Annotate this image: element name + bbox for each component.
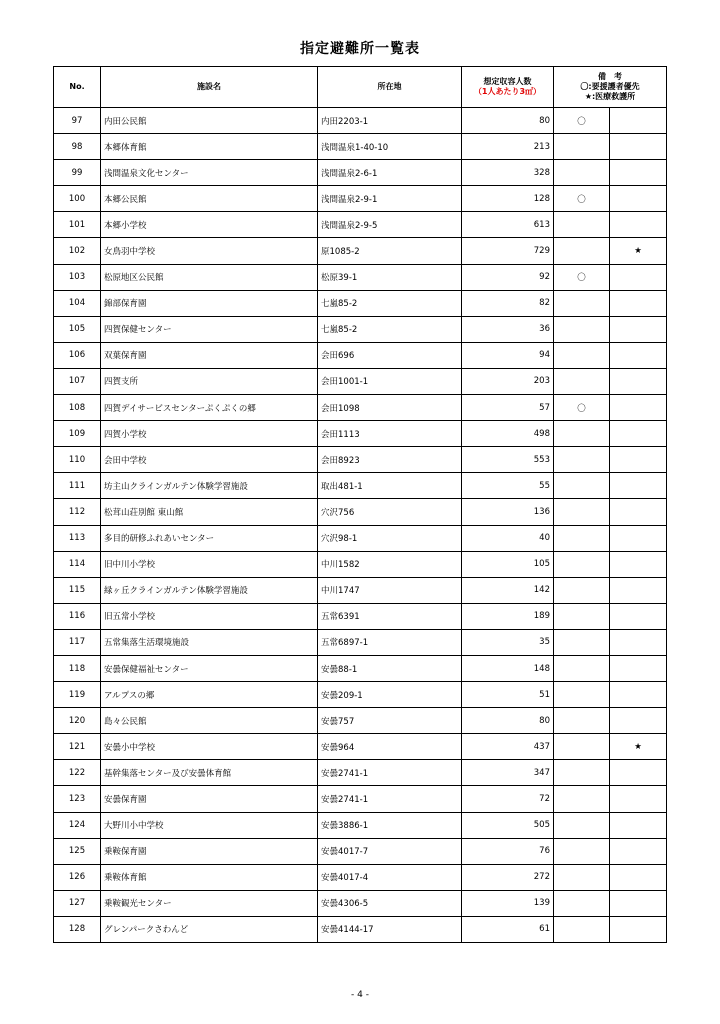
row-location: 松原39-1 <box>318 264 462 290</box>
header-remarks <box>554 67 667 108</box>
row-facility-name: グレンパークさわんど <box>101 916 318 942</box>
row-capacity: 498 <box>462 421 554 447</box>
table-row <box>54 786 667 812</box>
row-priority-mark <box>554 890 610 916</box>
row-facility-name: 安曇保健福祉センター <box>101 655 318 681</box>
row-capacity: 94 <box>462 342 554 368</box>
row-location: 安曇4017-7 <box>318 838 462 864</box>
row-facility-name: 内田公民館 <box>101 108 318 134</box>
row-medical-mark <box>610 786 667 812</box>
row-capacity: 35 <box>462 629 554 655</box>
row-location: 原1085-2 <box>318 238 462 264</box>
row-priority-mark: 〇 <box>554 395 610 421</box>
table-row <box>54 264 667 290</box>
row-capacity: 55 <box>462 473 554 499</box>
row-facility-name: 錦部保育園 <box>101 290 318 316</box>
row-facility-name: 安曇小中学校 <box>101 734 318 760</box>
row-no: 116 <box>54 603 101 629</box>
row-location: 浅間温泉2-6-1 <box>318 160 462 186</box>
row-priority-mark <box>554 212 610 238</box>
row-medical-mark <box>610 551 667 577</box>
table-row <box>54 864 667 890</box>
row-location: 会田8923 <box>318 447 462 473</box>
table-row <box>54 577 667 603</box>
row-capacity: 139 <box>462 890 554 916</box>
table-row <box>54 682 667 708</box>
row-facility-name: 島々公民館 <box>101 708 318 734</box>
row-no: 97 <box>54 108 101 134</box>
row-capacity: 51 <box>462 682 554 708</box>
row-priority-mark <box>554 760 610 786</box>
row-location: 会田696 <box>318 342 462 368</box>
row-no: 103 <box>54 264 101 290</box>
row-priority-mark <box>554 447 610 473</box>
row-capacity: 76 <box>462 838 554 864</box>
row-no: 99 <box>54 160 101 186</box>
row-no: 119 <box>54 682 101 708</box>
row-facility-name: 大野川小中学校 <box>101 812 318 838</box>
row-medical-mark <box>610 655 667 681</box>
row-location: 会田1113 <box>318 421 462 447</box>
table-row <box>54 708 667 734</box>
row-medical-mark <box>610 212 667 238</box>
row-capacity: 80 <box>462 108 554 134</box>
row-no: 115 <box>54 577 101 603</box>
row-capacity: 272 <box>462 864 554 890</box>
row-capacity: 505 <box>462 812 554 838</box>
row-capacity: 347 <box>462 760 554 786</box>
row-capacity: 203 <box>462 368 554 394</box>
table-row <box>54 499 667 525</box>
header-capacity-note: （1人あたり3㎡） <box>473 87 542 96</box>
row-location: 安曇964 <box>318 734 462 760</box>
row-medical-mark <box>610 473 667 499</box>
header-no: No. <box>54 67 101 108</box>
row-medical-mark <box>610 864 667 890</box>
table-row <box>54 368 667 394</box>
row-location: 浅間温泉1-40-10 <box>318 134 462 160</box>
row-medical-mark <box>610 916 667 942</box>
row-medical-mark <box>610 316 667 342</box>
row-location: 七嵐85-2 <box>318 316 462 342</box>
row-no: 112 <box>54 499 101 525</box>
table-row <box>54 890 667 916</box>
table-row <box>54 186 667 212</box>
row-facility-name: 緑ヶ丘クラインガルテン体験学習施設 <box>101 577 318 603</box>
page-number: - 4 - <box>351 990 369 1000</box>
row-priority-mark <box>554 734 610 760</box>
row-medical-mark: ★ <box>610 734 667 760</box>
row-medical-mark <box>610 368 667 394</box>
row-facility-name: 本郷体育館 <box>101 134 318 160</box>
row-location: 浅間温泉2-9-5 <box>318 212 462 238</box>
row-priority-mark <box>554 160 610 186</box>
table-row <box>54 160 667 186</box>
row-capacity: 105 <box>462 551 554 577</box>
row-facility-name: 坊主山クラインガルテン体験学習施設 <box>101 473 318 499</box>
row-priority-mark <box>554 342 610 368</box>
row-facility-name: 四賀デイサービスセンターぷくぷくの郷 <box>101 395 318 421</box>
row-no: 98 <box>54 134 101 160</box>
row-medical-mark <box>610 760 667 786</box>
row-no: 102 <box>54 238 101 264</box>
row-priority-mark <box>554 629 610 655</box>
header-name: 施設名 <box>101 67 318 108</box>
row-location: 安曇4017-4 <box>318 864 462 890</box>
row-no: 101 <box>54 212 101 238</box>
row-no: 110 <box>54 447 101 473</box>
table-row <box>54 395 667 421</box>
row-location: 安曇209-1 <box>318 682 462 708</box>
row-priority-mark: 〇 <box>554 186 610 212</box>
row-medical-mark <box>610 525 667 551</box>
row-no: 114 <box>54 551 101 577</box>
row-location: 会田1098 <box>318 395 462 421</box>
table-row <box>54 316 667 342</box>
table-body <box>54 108 667 943</box>
table-row <box>54 525 667 551</box>
row-no: 126 <box>54 864 101 890</box>
header-capacity <box>462 67 554 108</box>
row-priority-mark <box>554 812 610 838</box>
row-facility-name: 乗鞍保育園 <box>101 838 318 864</box>
row-no: 122 <box>54 760 101 786</box>
row-medical-mark <box>610 708 667 734</box>
row-priority-mark <box>554 708 610 734</box>
row-location: 浅間温泉2-9-1 <box>318 186 462 212</box>
row-capacity: 57 <box>462 395 554 421</box>
row-medical-mark <box>610 890 667 916</box>
row-priority-mark <box>554 421 610 447</box>
row-no: 118 <box>54 655 101 681</box>
table-row <box>54 290 667 316</box>
row-location: 取出481-1 <box>318 473 462 499</box>
row-facility-name: 本郷公民館 <box>101 186 318 212</box>
row-medical-mark <box>610 290 667 316</box>
shelter-table <box>53 66 667 943</box>
row-capacity: 729 <box>462 238 554 264</box>
table-row <box>54 734 667 760</box>
row-location: 穴沢98-1 <box>318 525 462 551</box>
row-capacity: 142 <box>462 577 554 603</box>
row-location: 安曇4144-17 <box>318 916 462 942</box>
row-priority-mark <box>554 238 610 264</box>
row-capacity: 128 <box>462 186 554 212</box>
header-remarks-star-legend: ★:医療救護所 <box>584 92 636 101</box>
row-medical-mark <box>610 447 667 473</box>
row-capacity: 36 <box>462 316 554 342</box>
row-location: 穴沢756 <box>318 499 462 525</box>
row-capacity: 61 <box>462 916 554 942</box>
row-priority-mark <box>554 682 610 708</box>
row-facility-name: 多目的研修ふれあいセンター <box>101 525 318 551</box>
row-no: 128 <box>54 916 101 942</box>
row-priority-mark <box>554 838 610 864</box>
row-capacity: 328 <box>462 160 554 186</box>
row-facility-name: 松原地区公民館 <box>101 264 318 290</box>
row-no: 123 <box>54 786 101 812</box>
header-capacity-label: 想定収容人数 <box>483 77 532 86</box>
row-location: 五常6897-1 <box>318 629 462 655</box>
row-location: 中川1747 <box>318 577 462 603</box>
row-location: 五常6391 <box>318 603 462 629</box>
header-location: 所在地 <box>318 67 462 108</box>
row-no: 108 <box>54 395 101 421</box>
row-facility-name: 五常集落生活環境施設 <box>101 629 318 655</box>
row-facility-name: アルプスの郷 <box>101 682 318 708</box>
row-priority-mark <box>554 368 610 394</box>
row-priority-mark <box>554 551 610 577</box>
row-medical-mark <box>610 812 667 838</box>
row-priority-mark <box>554 290 610 316</box>
row-facility-name: 双葉保育園 <box>101 342 318 368</box>
table-row <box>54 447 667 473</box>
row-facility-name: 浅間温泉文化センター <box>101 160 318 186</box>
row-capacity: 82 <box>462 290 554 316</box>
row-capacity: 92 <box>462 264 554 290</box>
row-facility-name: 女鳥羽中学校 <box>101 238 318 264</box>
row-no: 109 <box>54 421 101 447</box>
row-location: 安曇88-1 <box>318 655 462 681</box>
row-facility-name: 旧五常小学校 <box>101 603 318 629</box>
table-row <box>54 629 667 655</box>
table-row <box>54 342 667 368</box>
table-header-row <box>54 67 667 108</box>
table-row <box>54 655 667 681</box>
row-capacity: 553 <box>462 447 554 473</box>
row-priority-mark <box>554 316 610 342</box>
table-row <box>54 212 667 238</box>
row-no: 105 <box>54 316 101 342</box>
table-row <box>54 603 667 629</box>
row-priority-mark <box>554 499 610 525</box>
row-priority-mark <box>554 134 610 160</box>
table-row <box>54 473 667 499</box>
row-capacity: 136 <box>462 499 554 525</box>
row-no: 127 <box>54 890 101 916</box>
row-medical-mark <box>610 838 667 864</box>
page-title: 指定避難所一覧表 <box>300 41 420 57</box>
row-location: 安曇2741-1 <box>318 786 462 812</box>
row-priority-mark <box>554 525 610 551</box>
table-row <box>54 551 667 577</box>
row-priority-mark <box>554 786 610 812</box>
row-no: 113 <box>54 525 101 551</box>
row-no: 120 <box>54 708 101 734</box>
header-remarks-circle-legend: 〇:要援護者優先 <box>580 82 640 91</box>
row-priority-mark <box>554 864 610 890</box>
row-location: 安曇757 <box>318 708 462 734</box>
row-facility-name: 乗鞍観光センター <box>101 890 318 916</box>
table-row <box>54 812 667 838</box>
table-row <box>54 838 667 864</box>
row-medical-mark <box>610 629 667 655</box>
header-remarks-label: 備 考 <box>598 72 622 81</box>
row-location: 安曇2741-1 <box>318 760 462 786</box>
row-priority-mark <box>554 473 610 499</box>
row-facility-name: 四賀小学校 <box>101 421 318 447</box>
row-no: 107 <box>54 368 101 394</box>
row-priority-mark <box>554 916 610 942</box>
row-no: 125 <box>54 838 101 864</box>
row-capacity: 72 <box>462 786 554 812</box>
row-capacity: 148 <box>462 655 554 681</box>
row-medical-mark <box>610 264 667 290</box>
row-priority-mark <box>554 577 610 603</box>
row-medical-mark <box>610 499 667 525</box>
row-location: 安曇4306-5 <box>318 890 462 916</box>
row-medical-mark <box>610 160 667 186</box>
row-facility-name: 四賀支所 <box>101 368 318 394</box>
row-medical-mark <box>610 108 667 134</box>
row-priority-mark: 〇 <box>554 108 610 134</box>
row-facility-name: 四賀保健センター <box>101 316 318 342</box>
row-capacity: 40 <box>462 525 554 551</box>
row-facility-name: 会田中学校 <box>101 447 318 473</box>
row-capacity: 213 <box>462 134 554 160</box>
row-medical-mark <box>610 134 667 160</box>
row-medical-mark <box>610 577 667 603</box>
row-medical-mark <box>610 603 667 629</box>
row-priority-mark: 〇 <box>554 264 610 290</box>
row-no: 100 <box>54 186 101 212</box>
table-row <box>54 238 667 264</box>
row-priority-mark <box>554 603 610 629</box>
row-medical-mark <box>610 682 667 708</box>
row-capacity: 80 <box>462 708 554 734</box>
row-medical-mark: ★ <box>610 238 667 264</box>
row-medical-mark <box>610 395 667 421</box>
row-no: 124 <box>54 812 101 838</box>
row-capacity: 437 <box>462 734 554 760</box>
row-no: 117 <box>54 629 101 655</box>
row-location: 内田2203-1 <box>318 108 462 134</box>
row-priority-mark <box>554 655 610 681</box>
row-no: 121 <box>54 734 101 760</box>
row-medical-mark <box>610 186 667 212</box>
row-location: 中川1582 <box>318 551 462 577</box>
row-location: 七嵐85-2 <box>318 290 462 316</box>
row-medical-mark <box>610 342 667 368</box>
row-facility-name: 乗鞍体育館 <box>101 864 318 890</box>
table-row <box>54 760 667 786</box>
row-no: 111 <box>54 473 101 499</box>
row-facility-name: 安曇保育園 <box>101 786 318 812</box>
row-location: 会田1001-1 <box>318 368 462 394</box>
row-facility-name: 本郷小学校 <box>101 212 318 238</box>
table-row <box>54 134 667 160</box>
row-no: 104 <box>54 290 101 316</box>
table-row <box>54 916 667 942</box>
row-facility-name: 松茸山荘別館 東山館 <box>101 499 318 525</box>
row-facility-name: 旧中川小学校 <box>101 551 318 577</box>
row-facility-name: 基幹集落センター及び安曇体育館 <box>101 760 318 786</box>
table-row <box>54 421 667 447</box>
row-capacity: 189 <box>462 603 554 629</box>
table-row <box>54 108 667 134</box>
row-no: 106 <box>54 342 101 368</box>
row-capacity: 613 <box>462 212 554 238</box>
row-medical-mark <box>610 421 667 447</box>
row-location: 安曇3886-1 <box>318 812 462 838</box>
